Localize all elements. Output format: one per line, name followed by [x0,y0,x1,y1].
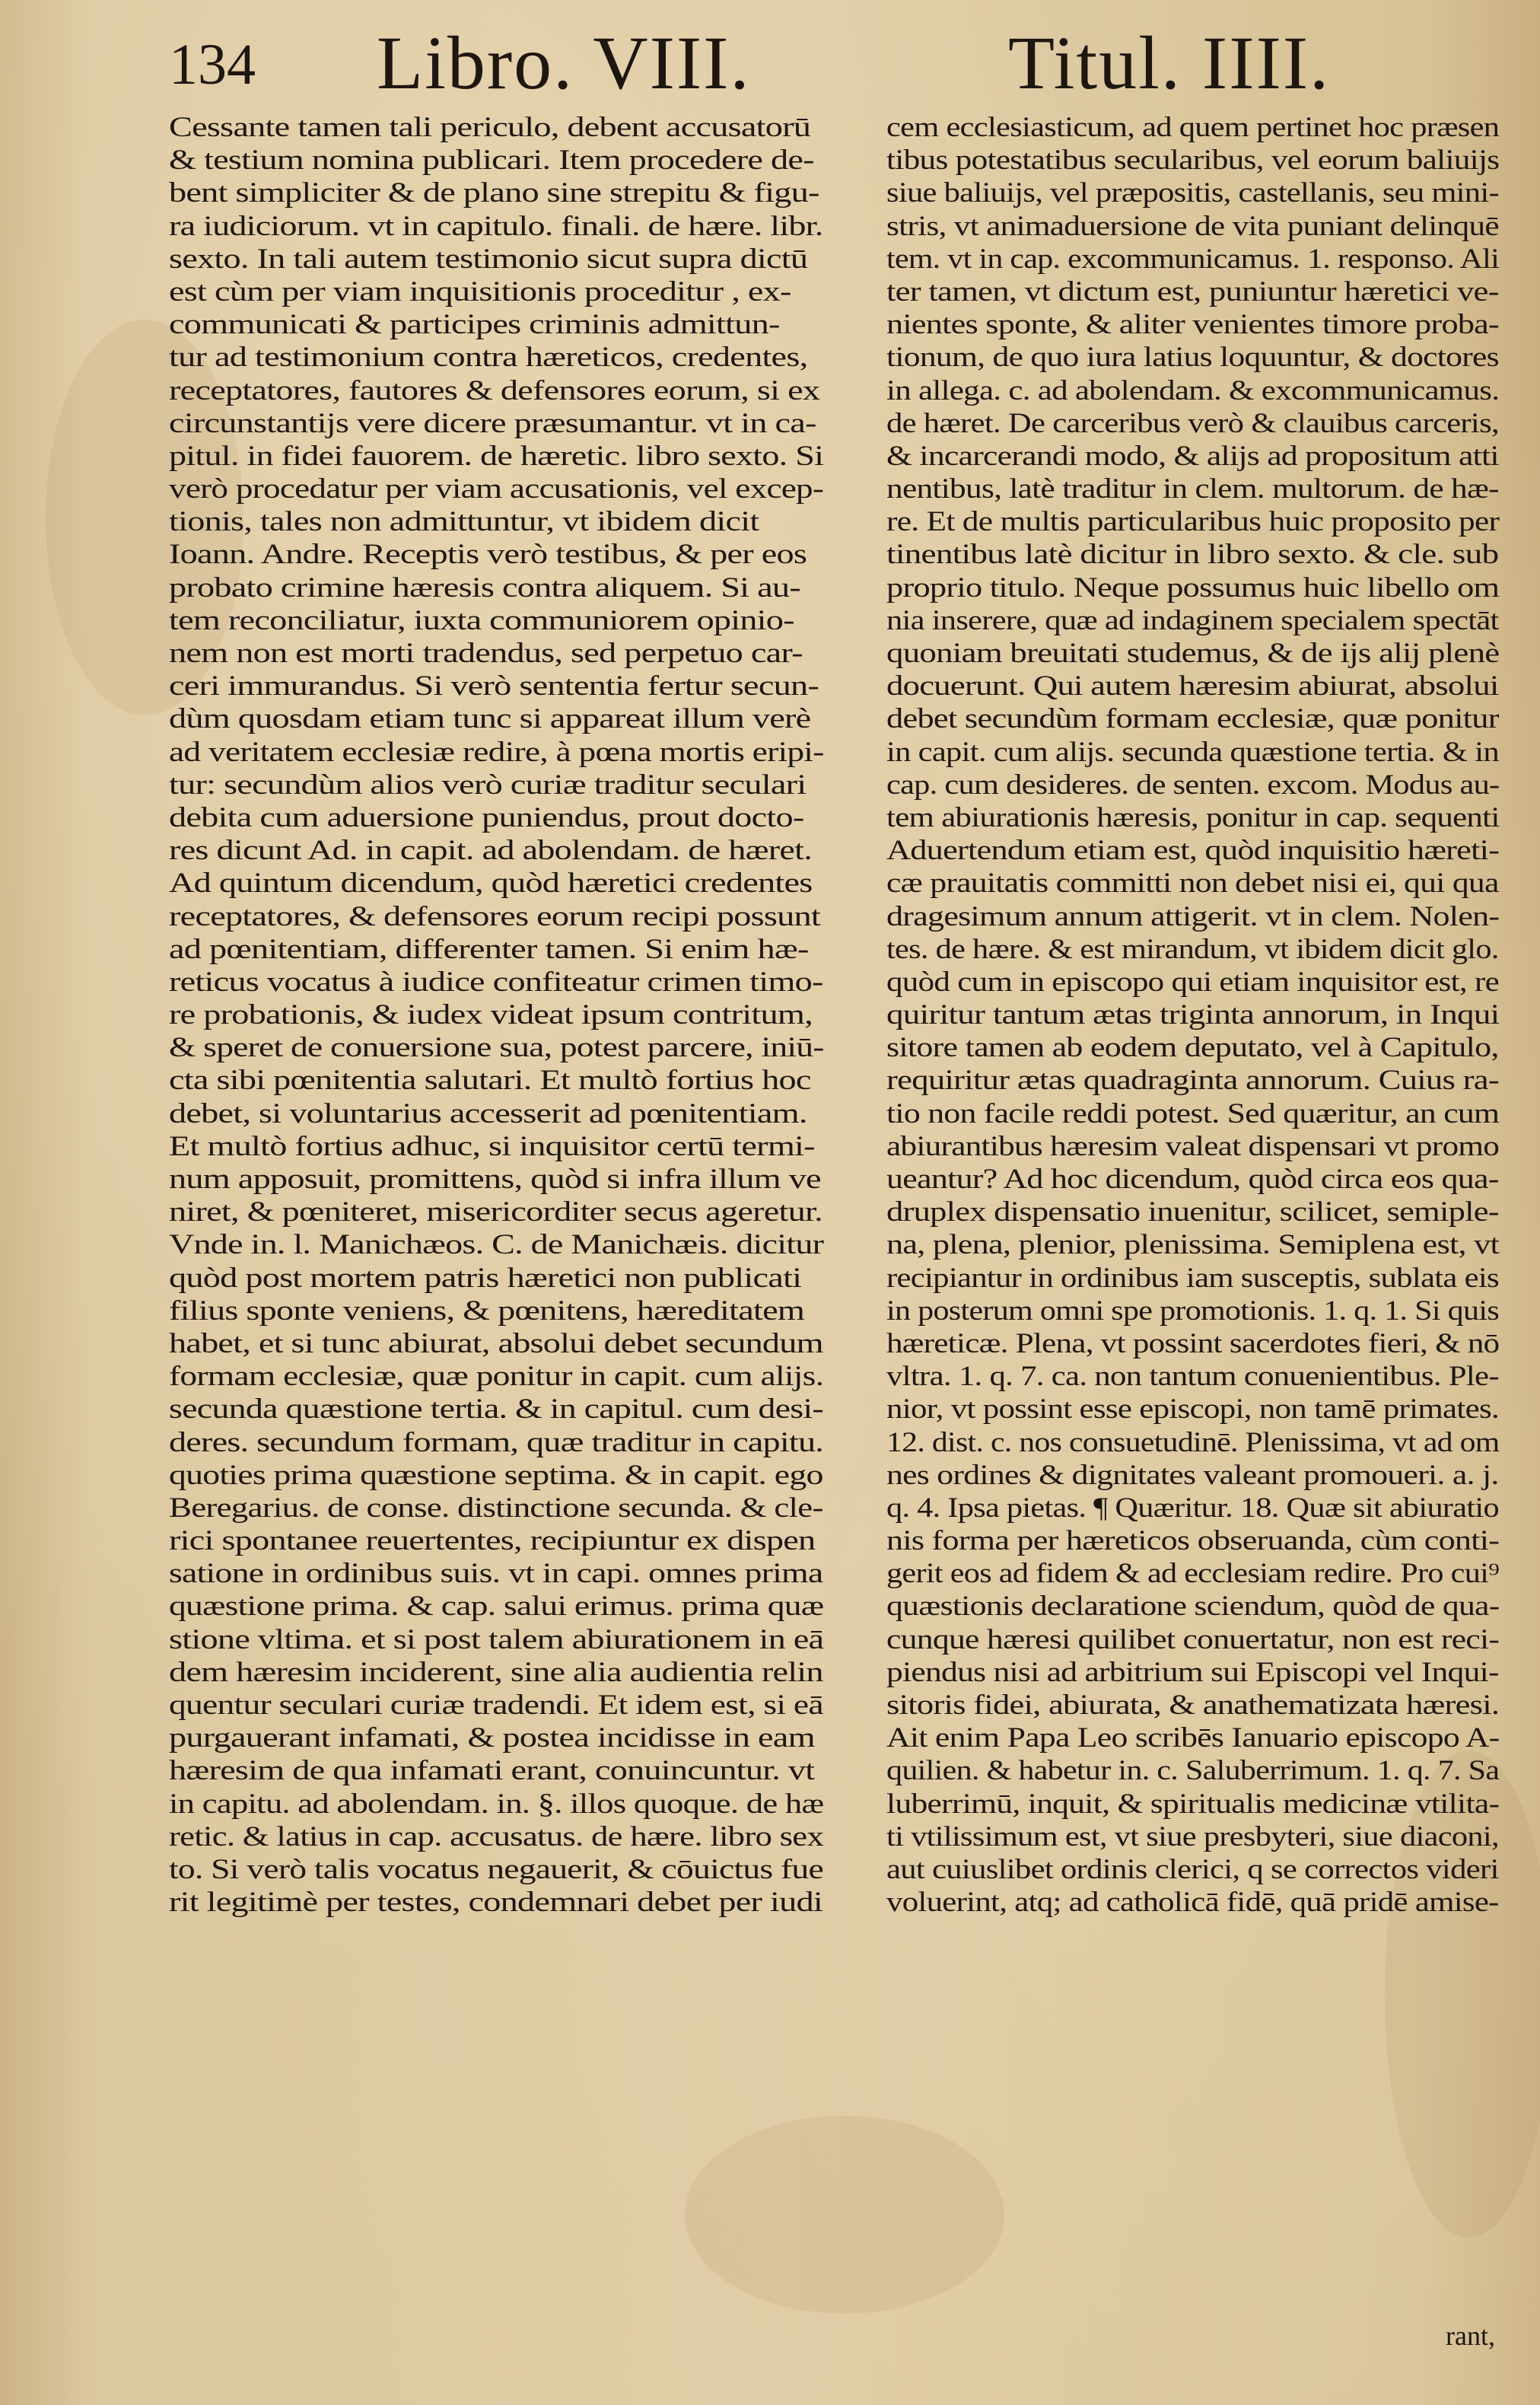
right-column-line: dragesimum annum attigerit. vt in clem. Nolen- [886,900,1500,932]
right-text-column [886,111,1507,1919]
right-column-line: nior, vt possint esse episcopi, non tamē primates. [886,1394,1499,1425]
left-column-line: in capitu. ad abolendam. in. §. illos quoque. de hæ [169,1788,824,1820]
left-column-line: est cùm per viam inquisitionis proceditur , ex- [169,276,791,307]
left-column-line: res dicunt Ad. in capit. ad abolendam. de hæret. [169,835,813,867]
right-column-line: recipiantur in ordinibus iam susceptis, sublata eis [886,1262,1499,1294]
catchword: rant, [1446,2321,1495,2351]
left-column-line: num apposuit, promittens, quòd si infra illum ve [169,1164,821,1195]
left-column-line: verò procedatur per viam accusationis, vel excep- [169,473,824,505]
right-column-line: aut cuiuslibet ordinis clerici, q se correctos videri [886,1853,1499,1885]
running-title: Titul. IIII. [1008,21,1331,105]
paper-stain [685,2116,1004,2314]
right-column-line: ueantur? Ad hoc dicendum, quòd circa eos qua- [886,1164,1499,1195]
left-column-line: probato crimine hæresis contra aliquem. Si au- [169,572,800,604]
right-column-line: quilien. & habetur in. c. Saluberrimum. 1. q. 7. Sa [886,1755,1500,1787]
folio-number: 134 [169,33,256,97]
right-column-line: voluerint, atq; ad catholicā fidē, quā pridē amise- [886,1887,1499,1919]
left-column-line: formam ecclesiæ, quæ ponitur in capit. cum alijs. [169,1361,824,1393]
left-column-line: ceri immurandus. Si verò sententia fertur secun- [169,671,819,702]
right-column-line: stris, vt animaduersione de vita puniant delinquē [886,210,1499,242]
right-column-line: nes ordines & dignitates valeant promoueri. a. j. [886,1459,1499,1491]
left-column-line: sexto. In tali autem testimonio sicut supra dictū [169,243,808,275]
left-column-line: & testium nomina publicari. Item procedere de- [169,145,814,177]
right-column-line: nentibus, latè traditur in clem. multorum. de hæ- [886,473,1499,505]
left-column-line: dùm quosdam etiam tunc si appareat illum verè [169,703,811,735]
right-column-line: gerit eos ad fidem & ad ecclesiam redire. Pro cui⁹ [886,1558,1500,1590]
left-column-line: ad pœnitentiam, differenter tamen. Si enim hæ- [169,933,809,965]
right-column-line: tibus potestatibus secularibus, vel eorum baliuijs [886,145,1500,177]
right-column-line: in posterum omni spe promotionis. 1. q. 1. Si quis [886,1295,1499,1327]
right-column-line: requiritur ætas quadraginta annorum. Cuius ra- [886,1065,1500,1097]
left-column-line: purgauerant infamati, & postea incidisse in eam [169,1722,815,1754]
page-header [0,21,1540,105]
right-column-line: Aduertendum etiam est, quòd inquisitio hæreti- [886,835,1500,867]
right-column-line: nientes sponte, & aliter venientes timore proba- [886,309,1500,341]
left-column-line: pitul. in fidei fauorem. de hæretic. libro sexto. Si [169,440,824,472]
left-column-line: tur ad testimonium contra hæreticos, credentes, [169,342,808,374]
left-column-line: habet, et si tunc abiurat, absolui debet secundum [169,1327,823,1359]
right-column-line: tes. de hære. & est mirandum, vt ibidem dicit glo. [886,933,1499,965]
left-column-line: ad veritatem ecclesiæ redire, à pœna mortis eripi- [169,736,824,768]
left-column-line: to. Si verò talis vocatus negauerit, & cōuictus fue [169,1853,823,1885]
left-column-line: bent simpliciter & de plano sine strepitu & figu- [169,177,819,209]
right-column-line: sitoris fidei, abiurata, & anathematizata hæresi. [886,1690,1500,1721]
right-column-line: quæstionis declaratione sciendum, quòd de qua- [886,1591,1500,1623]
right-column-line: de hæret. De carceribus verò & clauibus carceris, [886,407,1499,439]
right-column-line: in allega. c. ad abolendam. & excommunicamus. [886,374,1500,406]
right-column-line: nia inserere, quæ ad indaginem specialem spectāt [886,604,1499,636]
right-column-line: nis forma per hæreticos obseruanda, cùm conti- [886,1525,1500,1557]
left-column-line: tem reconciliatur, iuxta communiorem opinio- [169,604,794,636]
right-column-line: siue baliuijs, vel præpositis, castellanis, seu mini- [886,177,1499,209]
right-column-line: in capit. cum alijs. secunda quæstione tertia. & in [886,736,1499,768]
left-column-line: deres. secundum formam, quæ traditur in capitu. [169,1426,824,1458]
right-column-line: quoniam breuitati studemus, & de ijs alij plenè [886,638,1500,669]
right-column-line: tem abiurationis hæresis, ponitur in cap. sequenti [886,801,1500,833]
right-column-line: tem. vt in cap. excommunicamus. 1. responso. Ali [886,243,1500,275]
left-column-line: re probationis, & iudex videat ipsum contritum, [169,999,813,1031]
right-column-line: ti vtilissimum est, vt siue presbyteri, siue diaconi, [886,1820,1499,1852]
right-column-line: tio non facile reddi potest. Sed quæritur, an cum [886,1097,1500,1129]
left-column-line: circunstantijs vere dicere præsumantur. vt in ca- [169,407,816,439]
right-column-line: cap. cum desideres. de senten. excom. Modus au- [886,769,1500,801]
right-column-line: vltra. 1. q. 7. ca. non tantum conuenientibus. Ple- [886,1361,1499,1393]
left-column-line: retic. & latius in cap. accusatus. de hære. libro sex [169,1820,824,1852]
left-column-line: niret, & pœniteret, misericorditer secus ageretur. [169,1196,822,1228]
right-column-line: piendus nisi ad arbitrium sui Episcopi vel Inqui- [886,1656,1499,1688]
right-column-line: cem ecclesiasticum, ad quem pertinet hoc præsen [886,112,1500,143]
left-column-line: secunda quæstione tertia. & in capitul. cum desi- [169,1394,823,1425]
right-column-line: luberrimū, inquit, & spiritualis medicinæ vtilita- [886,1788,1500,1820]
left-column-line: ra iudiciorum. vt in capitulo. finali. de hære. libr. [169,210,823,242]
left-column-line: satione in ordinibus suis. vt in capi. omnes prima [169,1558,823,1590]
right-column-line: proprio titulo. Neque possumus huic libello om [886,572,1500,604]
left-column-line: Et multò fortius adhuc, si inquisitor certū termi- [169,1130,815,1162]
left-column-line: stione vltima. et si post talem abiurationem in eā [169,1623,824,1655]
left-column-line: rici spontanee reuertentes, recipiuntur ex dispen [169,1525,816,1557]
left-column-line: communicati & participes criminis admittun- [169,309,780,341]
left-column-line: & speret de conuersione sua, potest parcere, iniū- [169,1032,824,1064]
right-column-line: re. Et de multis particularibus huic proposito per [886,506,1500,538]
left-column-line: debet, si voluntarius accesserit ad pœnitentiam. [169,1097,807,1129]
right-column-line: ter tamen, vt dictum est, puniuntur hæretici ve- [886,276,1499,307]
left-column-line: cta sibi pœnitentia salutari. Et multò fortius hoc [169,1065,811,1097]
left-column-line: quoties prima quæstione septima. & in capit. ego [169,1459,823,1491]
right-column-line: q. 4. Ipsa pietas. ¶ Quæritur. 18. Quæ sit abiuratio [886,1492,1499,1524]
left-column-line: filius sponte veniens, & pœnitens, hæreditatem [169,1295,805,1327]
right-column-line: 12. dist. c. nos consuetudinē. Plenissima, vt ad om [886,1426,1500,1458]
left-column-line: Ioann. Andre. Receptis verò testibus, & per eos [169,539,807,571]
running-head: Libro. VIII. [377,21,751,105]
left-column-line: quæstione prima. & cap. salui erimus. prima quæ [169,1591,824,1623]
left-column-line: Ad quintum dicendum, quòd hæretici credentes [169,868,813,900]
right-column-line: debet secundùm formam ecclesiæ, quæ ponitur [886,703,1499,735]
right-column-line: druplex dispensatio inuenitur, scilicet, semiple- [886,1196,1499,1228]
left-column-line: Vnde in. l. Manichæos. C. de Manichæis. dicitur [169,1229,824,1261]
right-column-line: cæ prauitatis committi non debet nisi ei, qui qua [886,868,1499,900]
left-column-line: receptatores, & defensores eorum recipi possunt [169,900,821,932]
left-column-line: debita cum aduersione puniendus, prout docto- [169,801,804,833]
right-column-line: tinentibus latè dicitur in libro sexto. & cle. sub [886,539,1499,571]
right-column-line: na, plena, plenior, plenissima. Semiplena est, vt [886,1229,1500,1261]
right-column-line: sitore tamen ab eodem deputato, vel à Capitulo, [886,1032,1499,1064]
left-column-line: tionis, tales non admittuntur, vt ibidem dicit [169,506,759,538]
left-column-line: receptatores, fautores & defensores eorum, si ex [169,374,820,406]
right-column-line: tionum, de quo iura latius loquuntur, & doctores [886,342,1499,374]
left-column-line: dem hæresim inciderent, sine alia audientia relin [169,1656,823,1688]
left-column-line: rit legitimè per testes, condemnari debet per iudi [169,1887,822,1919]
left-column-line: tur: secundùm alios verò curiæ traditur seculari [169,769,807,801]
left-column-line: Beregarius. de conse. distinctione secunda. & cle- [169,1492,823,1524]
right-column-line: docuerunt. Qui autem hæresim abiurat, absolui [886,671,1499,702]
right-column-line: & incarcerandi modo, & alijs ad propositum atti [886,440,1499,472]
left-column-line: quòd post mortem patris hæretici non publicati [169,1262,802,1294]
left-column-line: hæresim de qua infamati erant, conuincuntur. vt [169,1755,815,1787]
left-column-line: Cessante tamen tali periculo, debent accusatorū [169,112,811,143]
left-column-line: nem non est morti tradendus, sed perpetuo car- [169,638,803,669]
right-column-line: Ait enim Papa Leo scribēs Ianuario episcopo A- [886,1722,1500,1754]
right-column-line: hæreticæ. Plena, vt possint sacerdotes fieri, & nō [886,1327,1500,1359]
right-column-line: quòd cum in episcopo qui etiam inquisitor est, re [886,966,1500,998]
left-column-line: quentur seculari curiæ tradendi. Et idem est, si eā [169,1690,823,1721]
right-column-line: quiritur tantum ætas triginta annorum, in Inqui [886,999,1500,1031]
right-column-line: cunque hæresi quilibet conuertatur, non est reci- [886,1623,1500,1655]
left-column-line: reticus vocatus à iudice confiteatur crimen timo- [169,966,823,998]
left-text-column [169,111,831,1919]
right-column-line: abiurantibus hæresim valeat dispensari vt promo [886,1130,1500,1162]
